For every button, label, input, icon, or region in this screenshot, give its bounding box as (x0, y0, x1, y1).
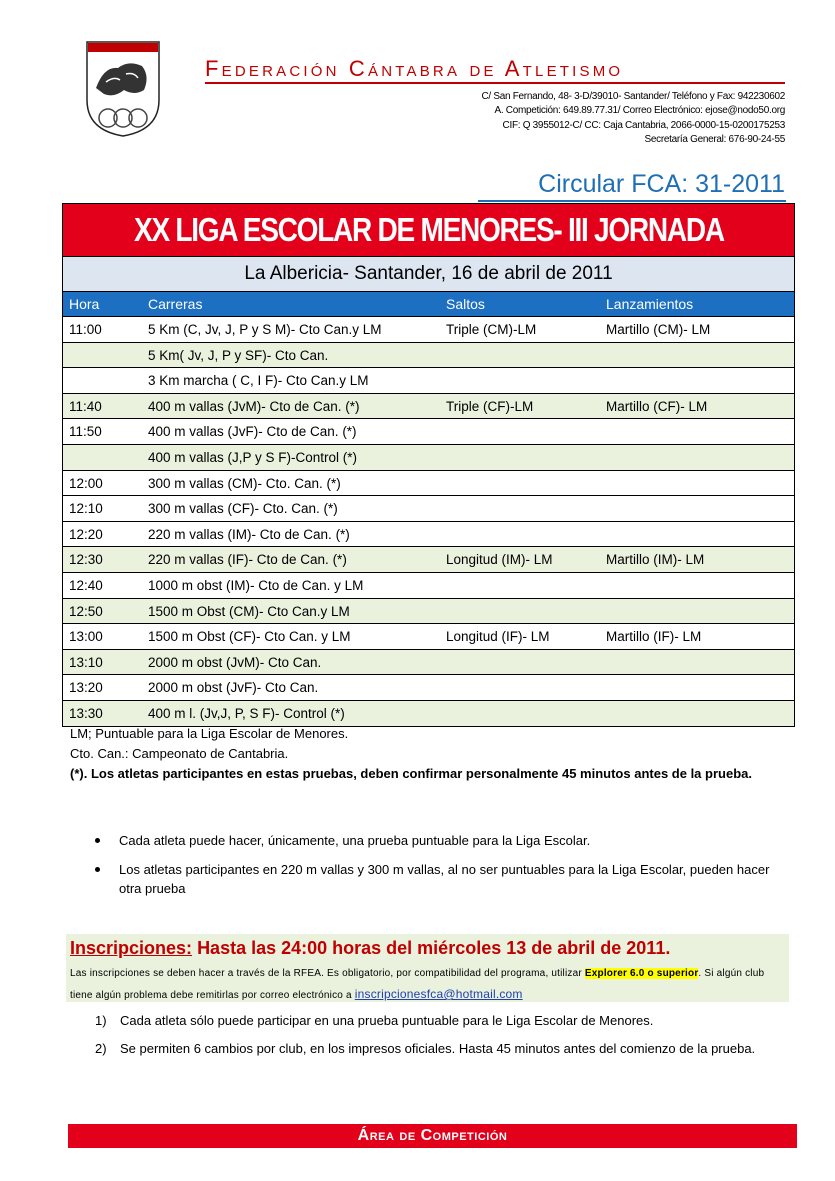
bullet-icon (95, 838, 100, 843)
cell-saltos: Longitud (IM)- LM (446, 552, 553, 568)
cell-lanzamientos: Martillo (CM)- LM (606, 322, 711, 337)
cell-hora: 12:50 (69, 603, 103, 619)
cell-hora: 13:10 (69, 654, 103, 670)
address-line: A. Competición: 649.89.77.31/ Correo Electrónico: ejose@nodo50.org (494, 105, 785, 116)
table-row (63, 316, 794, 342)
note-asterisk: (*). Los atletas participantes en estas pruebas, deben confirmar personalmente 45 minutos antes de la prueba. (70, 766, 752, 781)
table-body (63, 316, 794, 726)
org-name: Federación Cántabra de Atletismo (205, 56, 624, 81)
cell-hora: 11:00 (69, 322, 102, 337)
cell-hora: 13:20 (69, 680, 103, 696)
table-row (63, 674, 794, 700)
circular-number: Circular FCA: 31-2011 (538, 170, 785, 198)
cell-carreras: 300 m vallas (CM)- Cto. Can. (*) (148, 475, 341, 491)
inscripciones-heading: Inscripciones: Hasta las 24:00 horas del miércoles 13 de abril de 2011. (70, 938, 671, 958)
cell-carreras: 2000 m obst (JvM)- Cto Can. (148, 654, 322, 670)
table-row (63, 598, 794, 624)
footer-area: Área de Competición (68, 1124, 797, 1148)
table-row (63, 521, 794, 547)
address-line: Secretaría General: 676-90-24-55 (644, 134, 785, 145)
cell-carreras: 3 Km marcha ( C, I F)- Cto Can.y LM (148, 373, 369, 389)
col-lanzamientos: Lanzamientos (606, 296, 694, 312)
cell-hora: 12:30 (69, 552, 103, 568)
cell-carreras: 400 m vallas (J,P y S F)-Control (*) (148, 449, 358, 465)
cell-hora: 11:40 (69, 398, 102, 414)
cell-carreras: 1500 m Obst (CF)- Cto Can. y LM (148, 629, 351, 645)
cell-lanzamientos: Martillo (IM)- LM (606, 552, 705, 568)
title-rule (205, 82, 785, 84)
cell-hora: 13:30 (69, 705, 103, 721)
event-title: XX LIGA ESCOLAR DE MENORES- III JORNADA (63, 204, 794, 256)
cell-saltos: Longitud (IF)- LM (446, 629, 550, 645)
cell-hora: 13:00 (69, 629, 103, 645)
federation-logo (84, 38, 162, 138)
table-row (63, 367, 794, 393)
col-saltos: Saltos (446, 296, 485, 312)
table-row (63, 393, 794, 419)
cell-carreras: 400 m vallas (JvF)- Cto de Can. (*) (148, 424, 357, 440)
cell-carreras: 5 Km (C, Jv, J, P y S M)- Cto Can.y LM (148, 322, 382, 337)
cell-carreras: 300 m vallas (CF)- Cto. Can. (*) (148, 501, 338, 517)
table-row (63, 649, 794, 675)
cell-carreras: 400 m vallas (JvM)- Cto de Can. (*) (148, 398, 360, 414)
table-row (63, 546, 794, 572)
cell-lanzamientos: Martillo (IF)- LM (606, 629, 702, 645)
address-line: C/ San Fernando, 48- 3-D/39010- Santander/ Teléfono y Fax: 942230602 (481, 91, 785, 102)
table-row (63, 444, 794, 470)
table-row (63, 572, 794, 598)
col-carreras: Carreras (148, 296, 203, 312)
note-lm: LM; Puntuable para la Liga Escolar de Menores. (70, 726, 349, 741)
email-link[interactable]: inscripcionesfca@hotmail.com (354, 987, 523, 1001)
cell-carreras: 2000 m obst (JvF)- Cto Can. (148, 680, 319, 696)
cell-carreras: 5 Km( Jv, J, P y SF)- Cto Can. (148, 347, 329, 363)
cell-hora: 12:20 (69, 526, 103, 542)
cell-carreras: 1500 m Obst (CM)- Cto Can.y LM (148, 603, 350, 619)
schedule-table (62, 203, 795, 727)
cell-saltos: Triple (CF)-LM (446, 398, 534, 414)
cell-hora: 11:50 (69, 424, 102, 440)
note-cto: Cto. Can.: Campeonato de Cantabria. (70, 746, 289, 761)
table-row (63, 470, 794, 496)
inscripciones-text: Las inscripciones se deben hacer a través de la RFEA. Es obligatorio, por compatibilidad del programa, utilizar Explorer 6.0 o superior. Si algún club tiene algún problema debe remitirlas por correo electrónico a inscripcionesfca@hotmail.com (70, 968, 765, 1001)
address-line: CIF: Q 3955012-C/ CC: Caja Cantabria, 2066-0000-15-0200175253 (502, 120, 785, 131)
cell-saltos: Triple (CM)-LM (446, 322, 537, 337)
cell-hora: 12:10 (69, 501, 103, 517)
table-row (63, 418, 794, 444)
table-row (63, 623, 794, 649)
cell-hora: 12:40 (69, 577, 103, 593)
bullet-icon (95, 867, 100, 872)
circular-underline (478, 200, 786, 202)
table-row (63, 342, 794, 368)
cell-carreras: 220 m vallas (IF)- Cto de Can. (*) (148, 552, 347, 568)
browser-requirement: Explorer 6.0 o superior (584, 968, 699, 979)
cell-hora: 12:00 (69, 475, 103, 491)
cell-carreras: 1000 m obst (IM)- Cto de Can. y LM (148, 577, 364, 593)
cell-lanzamientos: Martillo (CF)- LM (606, 398, 708, 414)
table-row (63, 700, 794, 726)
col-hora: Hora (69, 296, 100, 312)
table-header (63, 292, 794, 316)
cell-carreras: 400 m l. (Jv,J, P, S F)- Control (*) (148, 705, 345, 721)
cell-carreras: 220 m vallas (IM)- Cto de Can. (*) (148, 526, 350, 542)
table-row (63, 495, 794, 521)
event-venue: La Albericia- Santander, 16 de abril de 2011 (63, 256, 794, 292)
